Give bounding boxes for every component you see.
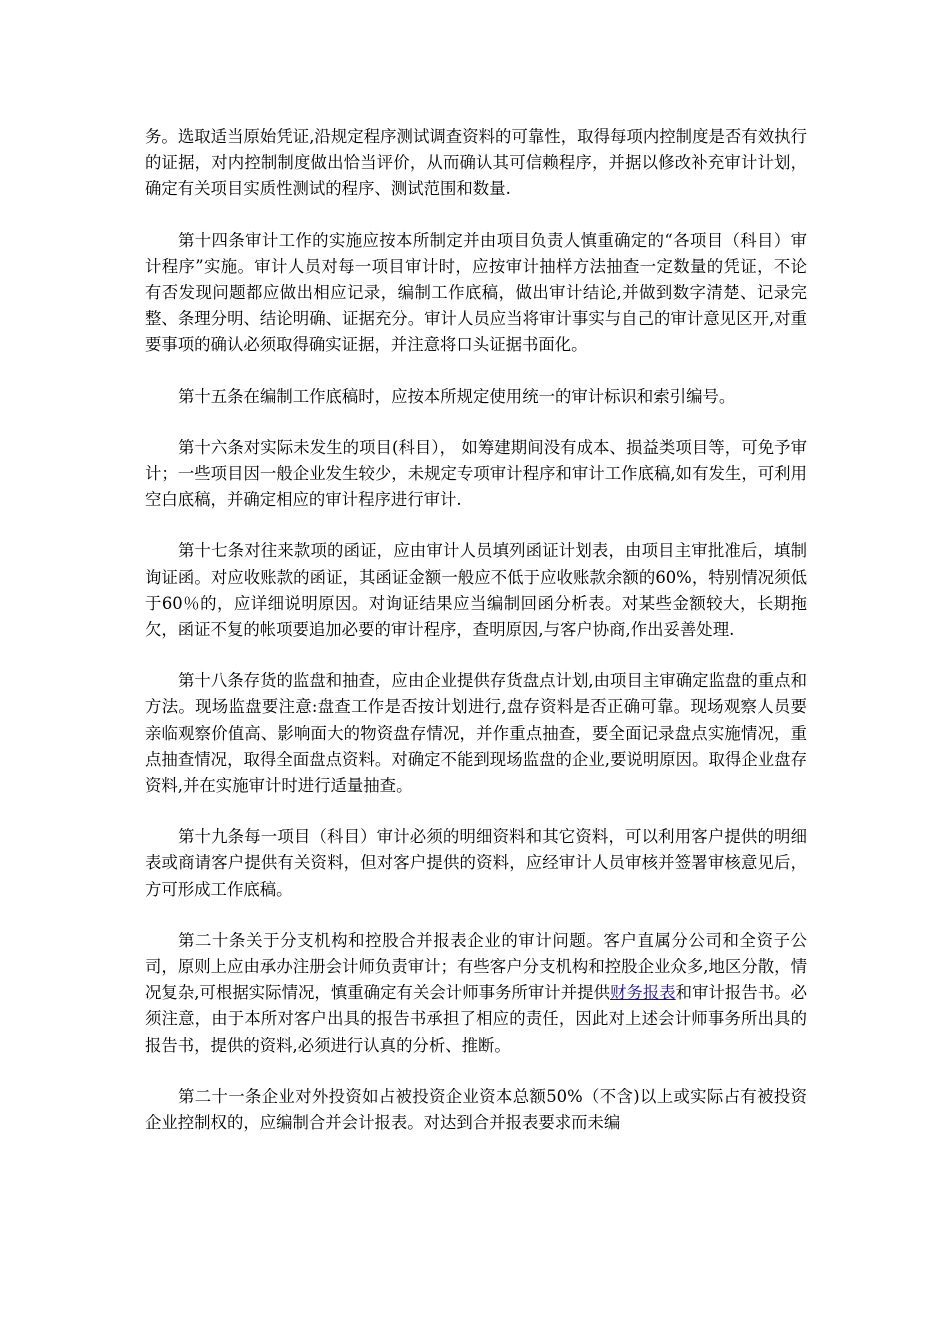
article-13-continuation: 务。选取适当原始凭证,沿规定程序测试调查资料的可靠性，取得每项内控制度是否有效执行的证据，对内控制制度做出恰当评价，从而确认其可信赖程序，并据以修改补充审计计划，确定有关项目实质性测试的程序、测试范围和数量.	[145, 127, 807, 199]
article-17: 第十七条对往来款项的函证，应由审计人员填列函证计划表，由项目主审批准后，填制询证函。对应收账款的函证，其函证金额一般应不低于应收账款余额的60%，特别情况须低于60％的，应详细说明原因。对询证结果应当编制回函分析表。对某些金额较大，长期拖欠，函证不复的帐项要追加必要的审计程序，查明原因,与客户协商,作出妥善处理.	[145, 541, 807, 640]
article-16: 第十六条对实际未发生的项目(科目）， 如筹建期间没有成本、损益类项目等，可免予审计；一些项目因一般企业发生较少，未规定专项审计程序和审计工作底稿,如有发生，可利用空白底稿，并确定相应的审计程序进行审计.	[145, 437, 807, 510]
article-21: 第二十一条企业对外投资如占被投资企业资本总额50%（不含)以上或实际占有被投资企业控制权的，应编制合并会计报表。对达到合并报表要求而未编	[145, 1086, 807, 1133]
article-20-text-after: 和审计报告书。必须注意，由于本所对客户出具的报告书承担了相应的责任，因此对上述会计师事务所出具的报告书，提供的资料,必须进行认真的分析、推断。	[145, 983, 807, 1055]
article-20-text-before: 第二十条关于分支机构和控股合并报表企业的审计问题。客户直属分公司和全资子公司，原则上应由承办注册会计师负责审计；有些客户分支机构和控股企业众多,地区分散，情况复杂,可根据实际情况，慎重确定有关会计师事务所审计并提供	[145, 930, 807, 1003]
article-18: 第十八条存货的监盘和抽查，应由企业提供存货盘点计划,由项目主审确定监盘的重点和方法。现场监盘要注意:盘查工作是否按计划进行,盘存资料是否正确可靠。现场观察人员要亲临观察价值高、影响面大的物资盘存情况，并作重点抽查，要全面记录盘点实施情况，重点抽查情况，取得全面盘点资料。对确定不能到现场监盘的企业,要说明原因。取得企业盘存资料,并在实施审计时进行适量抽查。	[145, 671, 807, 796]
article-19: 第十九条每一项目（科目）审计必须的明细资料和其它资料，可以利用客户提供的明细表或商请客户提供有关资料，但对客户提供的资料，应经审计人员审核并签署审核意见后，方可形成工作底稿。	[145, 827, 807, 899]
financial-statements-link[interactable]: 财务报表	[609, 983, 676, 1003]
document-page	[145, 124, 807, 1161]
article-15: 第十五条在编制工作底稿时，应按本所规定使用统一的审计标识和索引编号。	[178, 386, 736, 406]
article-20	[145, 928, 807, 1059]
article-14: 第十四条审计工作的实施应按本所制定并由项目负责人慎重确定的“各项目（科目）审计程序”实施。审计人员对每一项目审计时，应按审计抽样方法抽查一定数量的凭证，不论有否发现问题都应做出相应记录，编制工作底稿，做出审计结论,并做到数字清楚、记录完整、条理分明、结论明确、证据充分。审计人员应当将审计事实与自己的审计意见区开,对重要事项的确认必须取得确实证据，并注意将口头证据书面化。	[145, 230, 807, 355]
